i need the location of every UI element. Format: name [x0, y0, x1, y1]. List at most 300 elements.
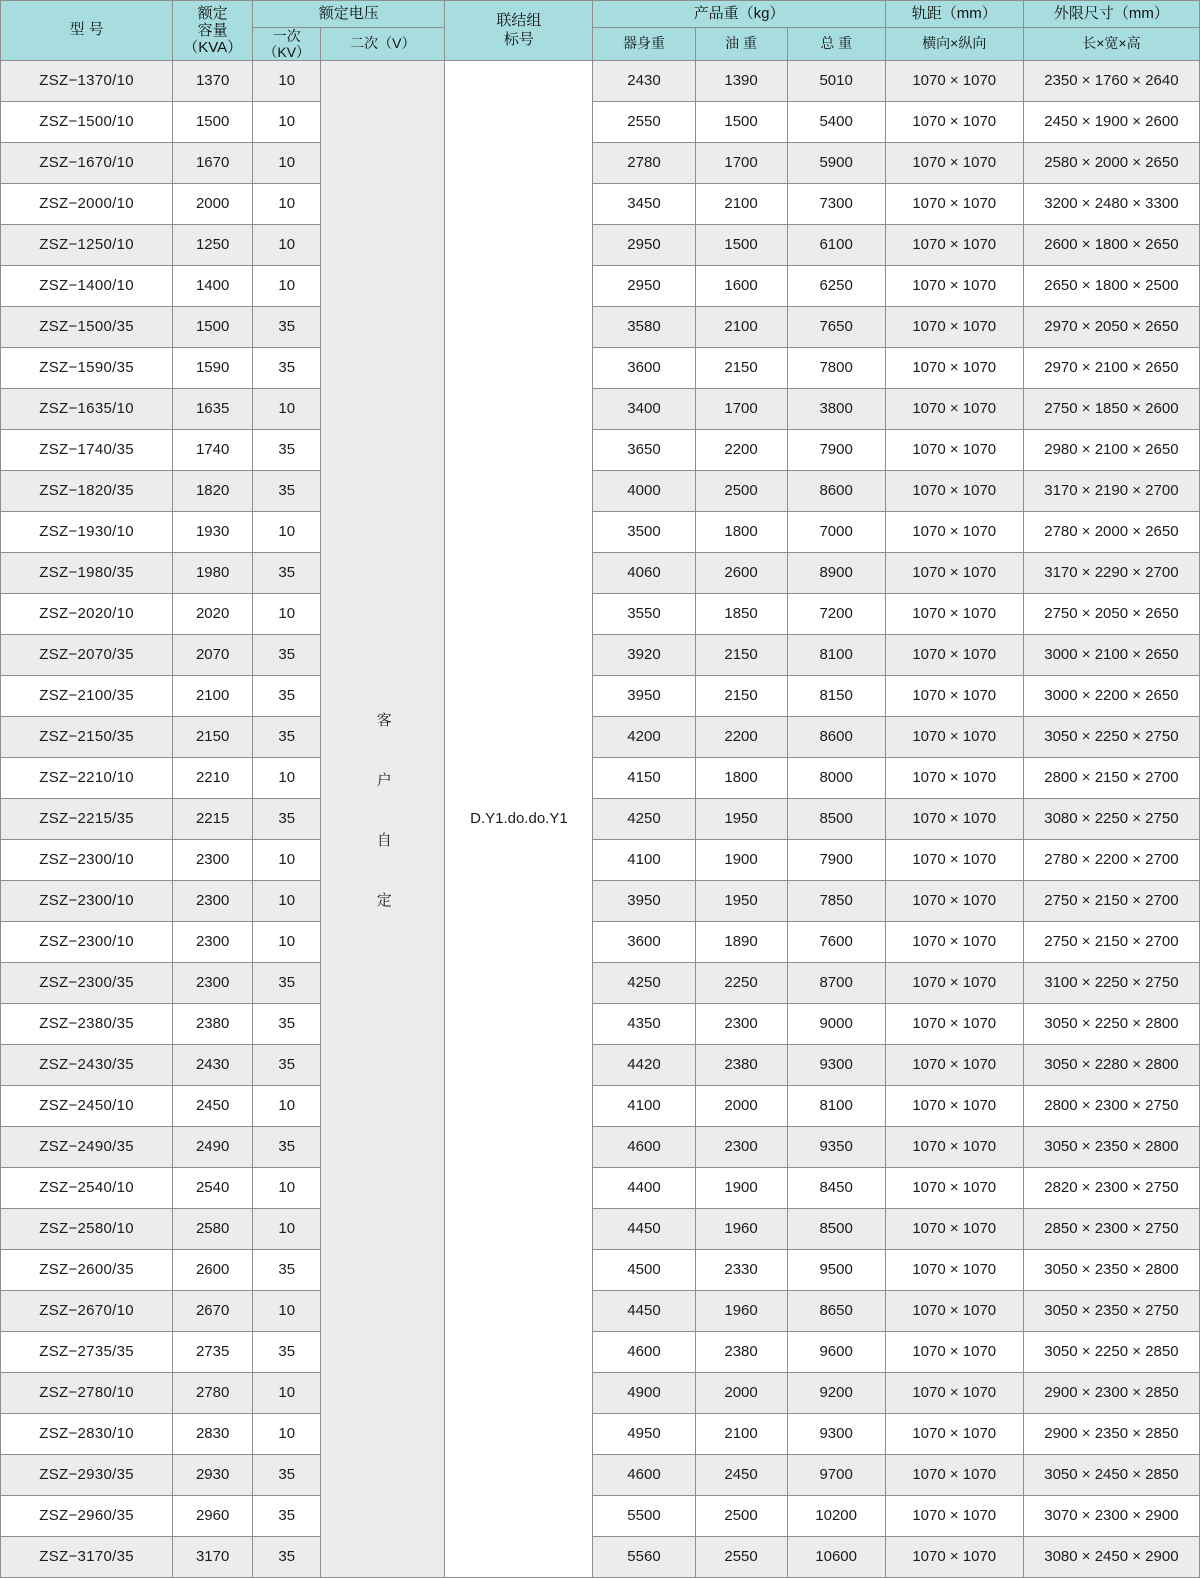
- cell-outer-dimensions: 3170 × 2190 × 2700: [1023, 471, 1199, 512]
- cell-model: ZSZ−2780/10: [1, 1373, 173, 1414]
- cell-outer-dimensions: 2800 × 2150 × 2700: [1023, 758, 1199, 799]
- cell-oil-weight: 2100: [695, 1414, 787, 1455]
- cell-model: ZSZ−2960/35: [1, 1496, 173, 1537]
- cell-outer-dimensions: 3050 × 2350 × 2750: [1023, 1291, 1199, 1332]
- cell-body-weight: 3580: [593, 307, 695, 348]
- cell-total-weight: 3800: [787, 389, 885, 430]
- cell-outer-dimensions: 2970 × 2100 × 2650: [1023, 348, 1199, 389]
- cell-body-weight: 4400: [593, 1168, 695, 1209]
- cell-capacity: 1500: [173, 307, 253, 348]
- cell-capacity: 2020: [173, 594, 253, 635]
- cell-oil-weight: 1890: [695, 922, 787, 963]
- cell-total-weight: 9300: [787, 1045, 885, 1086]
- cell-primary-voltage: 10: [253, 1373, 321, 1414]
- cell-model: ZSZ−1670/10: [1, 143, 173, 184]
- table-row: [1, 553, 1200, 594]
- cell-track: 1070 × 1070: [885, 430, 1023, 471]
- cell-capacity: 1400: [173, 266, 253, 307]
- cell-body-weight: 3400: [593, 389, 695, 430]
- cell-total-weight: 9700: [787, 1455, 885, 1496]
- cell-primary-voltage: 35: [253, 1045, 321, 1086]
- cell-track: 1070 × 1070: [885, 963, 1023, 1004]
- cell-body-weight: 3650: [593, 430, 695, 471]
- cell-outer-dimensions: 2780 × 2000 × 2650: [1023, 512, 1199, 553]
- cell-track: 1070 × 1070: [885, 1373, 1023, 1414]
- table-row: [1, 963, 1200, 1004]
- cell-track: 1070 × 1070: [885, 1332, 1023, 1373]
- cell-outer-dimensions: 3050 × 2280 × 2800: [1023, 1045, 1199, 1086]
- cell-capacity: 2380: [173, 1004, 253, 1045]
- cell-outer-dimensions: 3050 × 2250 × 2750: [1023, 717, 1199, 758]
- cell-primary-voltage: 35: [253, 799, 321, 840]
- cell-capacity: 2830: [173, 1414, 253, 1455]
- cell-outer-dimensions: 2750 × 1850 × 2600: [1023, 389, 1199, 430]
- table-row: [1, 389, 1200, 430]
- cell-body-weight: 4600: [593, 1332, 695, 1373]
- cell-track: 1070 × 1070: [885, 635, 1023, 676]
- cell-track: 1070 × 1070: [885, 758, 1023, 799]
- cell-oil-weight: 1950: [695, 881, 787, 922]
- table-row: [1, 1168, 1200, 1209]
- cell-body-weight: 5560: [593, 1537, 695, 1578]
- cell-oil-weight: 1500: [695, 225, 787, 266]
- cell-body-weight: 2780: [593, 143, 695, 184]
- cell-model: ZSZ−2070/35: [1, 635, 173, 676]
- table-row: [1, 922, 1200, 963]
- cell-total-weight: 10600: [787, 1537, 885, 1578]
- cell-outer-dimensions: 2800 × 2300 × 2750: [1023, 1086, 1199, 1127]
- cell-outer-dimensions: 2970 × 2050 × 2650: [1023, 307, 1199, 348]
- cell-oil-weight: 1800: [695, 758, 787, 799]
- table-row: [1, 881, 1200, 922]
- cell-track: 1070 × 1070: [885, 307, 1023, 348]
- cell-model: ZSZ−2300/10: [1, 922, 173, 963]
- cell-total-weight: 8500: [787, 799, 885, 840]
- cell-track: 1070 × 1070: [885, 717, 1023, 758]
- table-row: [1, 799, 1200, 840]
- cell-model: ZSZ−2490/35: [1, 1127, 173, 1168]
- table-row: [1, 1209, 1200, 1250]
- cell-model: ZSZ−1500/10: [1, 102, 173, 143]
- cell-primary-voltage: 10: [253, 922, 321, 963]
- cell-primary-voltage: 10: [253, 594, 321, 635]
- cell-oil-weight: 2150: [695, 635, 787, 676]
- cell-track: 1070 × 1070: [885, 1209, 1023, 1250]
- secondary-voltage-value: 客 户 自 定: [374, 711, 392, 921]
- cell-oil-weight: 2000: [695, 1373, 787, 1414]
- cell-total-weight: 8150: [787, 676, 885, 717]
- table-row: [1, 1004, 1200, 1045]
- cell-group-merged: D.Y1.do.do.Y1: [445, 61, 593, 1578]
- cell-outer-dimensions: 2980 × 2100 × 2650: [1023, 430, 1199, 471]
- table-row: [1, 840, 1200, 881]
- table-row: [1, 348, 1200, 389]
- cell-oil-weight: 2250: [695, 963, 787, 1004]
- cell-primary-voltage: 35: [253, 717, 321, 758]
- cell-model: ZSZ−1740/35: [1, 430, 173, 471]
- cell-oil-weight: 2380: [695, 1332, 787, 1373]
- cell-track: 1070 × 1070: [885, 1291, 1023, 1332]
- cell-track: 1070 × 1070: [885, 1455, 1023, 1496]
- header-body-weight: 器身重: [593, 28, 695, 61]
- cell-track: 1070 × 1070: [885, 225, 1023, 266]
- cell-total-weight: 7900: [787, 430, 885, 471]
- cell-oil-weight: 2330: [695, 1250, 787, 1291]
- header-primary-line1: 一次: [272, 28, 301, 44]
- cell-total-weight: 7200: [787, 594, 885, 635]
- cell-primary-voltage: 35: [253, 471, 321, 512]
- cell-total-weight: 7000: [787, 512, 885, 553]
- cell-model: ZSZ−1590/35: [1, 348, 173, 389]
- cell-model: ZSZ−1250/10: [1, 225, 173, 266]
- cell-primary-voltage: 35: [253, 553, 321, 594]
- cell-track: 1070 × 1070: [885, 840, 1023, 881]
- cell-total-weight: 9350: [787, 1127, 885, 1168]
- cell-model: ZSZ−2210/10: [1, 758, 173, 799]
- cell-body-weight: 4950: [593, 1414, 695, 1455]
- table-row: [1, 758, 1200, 799]
- cell-oil-weight: 2550: [695, 1537, 787, 1578]
- cell-capacity: 2580: [173, 1209, 253, 1250]
- cell-body-weight: 3950: [593, 676, 695, 717]
- cell-capacity: 2450: [173, 1086, 253, 1127]
- cell-track: 1070 × 1070: [885, 1045, 1023, 1086]
- cell-oil-weight: 1900: [695, 1168, 787, 1209]
- cell-secondary-voltage-merged: [321, 61, 445, 1578]
- header-outer-sub: 长×宽×高: [1023, 28, 1199, 61]
- header-group: [445, 1, 593, 61]
- cell-outer-dimensions: 2750 × 2150 × 2700: [1023, 922, 1199, 963]
- cell-model: ZSZ−2000/10: [1, 184, 173, 225]
- cell-capacity: 2735: [173, 1332, 253, 1373]
- cell-track: 1070 × 1070: [885, 102, 1023, 143]
- table-row: [1, 1373, 1200, 1414]
- cell-capacity: 1370: [173, 61, 253, 102]
- cell-primary-voltage: 35: [253, 1496, 321, 1537]
- cell-primary-voltage: 10: [253, 1414, 321, 1455]
- cell-primary-voltage: 10: [253, 512, 321, 553]
- cell-primary-voltage: 35: [253, 348, 321, 389]
- cell-outer-dimensions: 2780 × 2200 × 2700: [1023, 840, 1199, 881]
- cell-primary-voltage: 10: [253, 1209, 321, 1250]
- cell-body-weight: 4250: [593, 799, 695, 840]
- cell-total-weight: 7650: [787, 307, 885, 348]
- cell-outer-dimensions: 3080 × 2450 × 2900: [1023, 1537, 1199, 1578]
- header-capacity: [173, 1, 253, 61]
- table-row: [1, 471, 1200, 512]
- cell-oil-weight: 1960: [695, 1291, 787, 1332]
- cell-body-weight: 4600: [593, 1127, 695, 1168]
- header-weight: 产品重（kg）: [593, 1, 885, 28]
- cell-primary-voltage: 35: [253, 307, 321, 348]
- cell-track: 1070 × 1070: [885, 1086, 1023, 1127]
- cell-total-weight: 8100: [787, 635, 885, 676]
- cell-track: 1070 × 1070: [885, 184, 1023, 225]
- cell-capacity: 1980: [173, 553, 253, 594]
- cell-track: 1070 × 1070: [885, 594, 1023, 635]
- cell-primary-voltage: 10: [253, 881, 321, 922]
- cell-total-weight: 9000: [787, 1004, 885, 1045]
- cell-model: ZSZ−1500/35: [1, 307, 173, 348]
- cell-oil-weight: 2600: [695, 553, 787, 594]
- cell-total-weight: 10200: [787, 1496, 885, 1537]
- cell-total-weight: 8100: [787, 1086, 885, 1127]
- cell-outer-dimensions: 2450 × 1900 × 2600: [1023, 102, 1199, 143]
- cell-primary-voltage: 10: [253, 840, 321, 881]
- cell-track: 1070 × 1070: [885, 1537, 1023, 1578]
- cell-model: ZSZ−1930/10: [1, 512, 173, 553]
- cell-total-weight: 8650: [787, 1291, 885, 1332]
- cell-outer-dimensions: 3200 × 2480 × 3300: [1023, 184, 1199, 225]
- header-track-sub: 横向×纵向: [885, 28, 1023, 61]
- cell-total-weight: 9600: [787, 1332, 885, 1373]
- cell-total-weight: 6250: [787, 266, 885, 307]
- cell-total-weight: 5900: [787, 143, 885, 184]
- cell-outer-dimensions: 2600 × 1800 × 2650: [1023, 225, 1199, 266]
- cell-total-weight: 8450: [787, 1168, 885, 1209]
- cell-primary-voltage: 10: [253, 61, 321, 102]
- header-track: 轨距（mm）: [885, 1, 1023, 28]
- cell-oil-weight: 1960: [695, 1209, 787, 1250]
- cell-oil-weight: 1700: [695, 389, 787, 430]
- cell-model: ZSZ−1635/10: [1, 389, 173, 430]
- header-capacity-line2: 容量: [197, 21, 228, 39]
- cell-oil-weight: 1950: [695, 799, 787, 840]
- cell-oil-weight: 2150: [695, 348, 787, 389]
- cell-body-weight: 4150: [593, 758, 695, 799]
- table-row: [1, 307, 1200, 348]
- cell-total-weight: 5400: [787, 102, 885, 143]
- cell-body-weight: 3600: [593, 922, 695, 963]
- cell-capacity: 1670: [173, 143, 253, 184]
- cell-outer-dimensions: 2580 × 2000 × 2650: [1023, 143, 1199, 184]
- cell-track: 1070 × 1070: [885, 389, 1023, 430]
- cell-model: ZSZ−2540/10: [1, 1168, 173, 1209]
- cell-model: ZSZ−2380/35: [1, 1004, 173, 1045]
- cell-track: 1070 × 1070: [885, 1496, 1023, 1537]
- cell-capacity: 1250: [173, 225, 253, 266]
- cell-model: ZSZ−2100/35: [1, 676, 173, 717]
- header-capacity-line3: （KVA）: [183, 39, 243, 57]
- table-row: [1, 1250, 1200, 1291]
- cell-body-weight: 3550: [593, 594, 695, 635]
- cell-outer-dimensions: 2650 × 1800 × 2500: [1023, 266, 1199, 307]
- cell-capacity: 2215: [173, 799, 253, 840]
- header-total-weight: 总 重: [787, 28, 885, 61]
- table-row: [1, 225, 1200, 266]
- cell-model: ZSZ−1820/35: [1, 471, 173, 512]
- cell-total-weight: 6100: [787, 225, 885, 266]
- cell-total-weight: 9200: [787, 1373, 885, 1414]
- cell-oil-weight: 1500: [695, 102, 787, 143]
- table-row: [1, 1291, 1200, 1332]
- cell-total-weight: 8700: [787, 963, 885, 1004]
- cell-body-weight: 2950: [593, 266, 695, 307]
- cell-track: 1070 × 1070: [885, 1168, 1023, 1209]
- cell-primary-voltage: 35: [253, 1004, 321, 1045]
- cell-outer-dimensions: 2750 × 2050 × 2650: [1023, 594, 1199, 635]
- table-row: [1, 1127, 1200, 1168]
- cell-oil-weight: 2450: [695, 1455, 787, 1496]
- header-primary-voltage: [253, 28, 321, 61]
- table-row: [1, 184, 1200, 225]
- cell-capacity: 2000: [173, 184, 253, 225]
- cell-model: ZSZ−2735/35: [1, 1332, 173, 1373]
- cell-body-weight: 2950: [593, 225, 695, 266]
- table-row: [1, 1332, 1200, 1373]
- cell-outer-dimensions: 3000 × 2100 × 2650: [1023, 635, 1199, 676]
- cell-primary-voltage: 35: [253, 1250, 321, 1291]
- cell-outer-dimensions: 3050 × 2350 × 2800: [1023, 1127, 1199, 1168]
- cell-oil-weight: 1900: [695, 840, 787, 881]
- header-group-line1: 联结组: [496, 11, 542, 29]
- cell-capacity: 2070: [173, 635, 253, 676]
- cell-total-weight: 8600: [787, 471, 885, 512]
- cell-track: 1070 × 1070: [885, 553, 1023, 594]
- cell-primary-voltage: 10: [253, 1086, 321, 1127]
- cell-body-weight: 4100: [593, 1086, 695, 1127]
- cell-outer-dimensions: 2820 × 2300 × 2750: [1023, 1168, 1199, 1209]
- cell-model: ZSZ−2450/10: [1, 1086, 173, 1127]
- cell-primary-voltage: 35: [253, 430, 321, 471]
- cell-capacity: 1930: [173, 512, 253, 553]
- cell-track: 1070 × 1070: [885, 1127, 1023, 1168]
- cell-outer-dimensions: 2900 × 2300 × 2850: [1023, 1373, 1199, 1414]
- cell-primary-voltage: 10: [253, 225, 321, 266]
- header-group-line2: 标号: [503, 30, 534, 48]
- cell-outer-dimensions: 2350 × 1760 × 2640: [1023, 61, 1199, 102]
- cell-body-weight: 4450: [593, 1209, 695, 1250]
- cell-oil-weight: 1800: [695, 512, 787, 553]
- table-row: [1, 1455, 1200, 1496]
- cell-oil-weight: 2380: [695, 1045, 787, 1086]
- cell-primary-voltage: 35: [253, 676, 321, 717]
- table-row: [1, 430, 1200, 471]
- cell-oil-weight: 2100: [695, 307, 787, 348]
- cell-track: 1070 × 1070: [885, 881, 1023, 922]
- cell-total-weight: 8500: [787, 1209, 885, 1250]
- table-row: [1, 143, 1200, 184]
- cell-primary-voltage: 10: [253, 102, 321, 143]
- cell-oil-weight: 2200: [695, 430, 787, 471]
- cell-primary-voltage: 10: [253, 143, 321, 184]
- cell-track: 1070 × 1070: [885, 348, 1023, 389]
- cell-primary-voltage: 10: [253, 389, 321, 430]
- cell-body-weight: 2430: [593, 61, 695, 102]
- cell-primary-voltage: 35: [253, 1537, 321, 1578]
- cell-track: 1070 × 1070: [885, 676, 1023, 717]
- table-row: [1, 512, 1200, 553]
- cell-capacity: 2300: [173, 922, 253, 963]
- cell-total-weight: 7600: [787, 922, 885, 963]
- header-model: 型 号: [1, 1, 173, 61]
- cell-body-weight: 4350: [593, 1004, 695, 1045]
- cell-primary-voltage: 35: [253, 1332, 321, 1373]
- cell-body-weight: 4900: [593, 1373, 695, 1414]
- cell-capacity: 1740: [173, 430, 253, 471]
- cell-body-weight: 4200: [593, 717, 695, 758]
- cell-oil-weight: 2100: [695, 184, 787, 225]
- cell-primary-voltage: 35: [253, 635, 321, 676]
- cell-outer-dimensions: 3170 × 2290 × 2700: [1023, 553, 1199, 594]
- cell-outer-dimensions: 3050 × 2250 × 2850: [1023, 1332, 1199, 1373]
- cell-oil-weight: 2500: [695, 471, 787, 512]
- cell-model: ZSZ−2600/35: [1, 1250, 173, 1291]
- cell-capacity: 2210: [173, 758, 253, 799]
- cell-total-weight: 8900: [787, 553, 885, 594]
- table-row: [1, 102, 1200, 143]
- cell-primary-voltage: 10: [253, 758, 321, 799]
- cell-outer-dimensions: 3070 × 2300 × 2900: [1023, 1496, 1199, 1537]
- cell-capacity: 1500: [173, 102, 253, 143]
- table-row: [1, 1086, 1200, 1127]
- table-row: [1, 61, 1200, 102]
- cell-oil-weight: 2500: [695, 1496, 787, 1537]
- cell-capacity: 2300: [173, 881, 253, 922]
- header-rated-voltage: 额定电压: [253, 1, 445, 28]
- cell-oil-weight: 1850: [695, 594, 787, 635]
- table-row: [1, 676, 1200, 717]
- cell-body-weight: 3500: [593, 512, 695, 553]
- cell-body-weight: 4600: [593, 1455, 695, 1496]
- cell-capacity: 2540: [173, 1168, 253, 1209]
- cell-capacity: 1635: [173, 389, 253, 430]
- cell-oil-weight: 1600: [695, 266, 787, 307]
- cell-model: ZSZ−2150/35: [1, 717, 173, 758]
- table-row: [1, 1537, 1200, 1578]
- cell-body-weight: 4450: [593, 1291, 695, 1332]
- cell-total-weight: 9300: [787, 1414, 885, 1455]
- cell-outer-dimensions: 3100 × 2250 × 2750: [1023, 963, 1199, 1004]
- cell-primary-voltage: 10: [253, 1168, 321, 1209]
- cell-body-weight: 3950: [593, 881, 695, 922]
- cell-outer-dimensions: 3080 × 2250 × 2750: [1023, 799, 1199, 840]
- cell-model: ZSZ−2830/10: [1, 1414, 173, 1455]
- cell-body-weight: 4250: [593, 963, 695, 1004]
- header-outer: 外限尺寸（mm）: [1023, 1, 1199, 28]
- cell-capacity: 2100: [173, 676, 253, 717]
- cell-total-weight: 8600: [787, 717, 885, 758]
- cell-oil-weight: 2200: [695, 717, 787, 758]
- cell-primary-voltage: 35: [253, 1127, 321, 1168]
- cell-capacity: 2670: [173, 1291, 253, 1332]
- cell-oil-weight: 1700: [695, 143, 787, 184]
- cell-total-weight: 5010: [787, 61, 885, 102]
- cell-capacity: 2930: [173, 1455, 253, 1496]
- cell-oil-weight: 2300: [695, 1004, 787, 1045]
- cell-model: ZSZ−3170/35: [1, 1537, 173, 1578]
- cell-model: ZSZ−2020/10: [1, 594, 173, 635]
- table-row: [1, 635, 1200, 676]
- cell-outer-dimensions: 2750 × 2150 × 2700: [1023, 881, 1199, 922]
- table-row: [1, 1045, 1200, 1086]
- cell-model: ZSZ−2300/35: [1, 963, 173, 1004]
- cell-total-weight: 7300: [787, 184, 885, 225]
- header-secondary-voltage: 二次（V）: [321, 28, 445, 61]
- cell-track: 1070 × 1070: [885, 266, 1023, 307]
- cell-model: ZSZ−2580/10: [1, 1209, 173, 1250]
- cell-outer-dimensions: 3050 × 2450 × 2850: [1023, 1455, 1199, 1496]
- cell-primary-voltage: 35: [253, 963, 321, 1004]
- cell-body-weight: 4060: [593, 553, 695, 594]
- cell-track: 1070 × 1070: [885, 512, 1023, 553]
- cell-model: ZSZ−2300/10: [1, 881, 173, 922]
- cell-body-weight: 4420: [593, 1045, 695, 1086]
- cell-track: 1070 × 1070: [885, 1004, 1023, 1045]
- cell-capacity: 2150: [173, 717, 253, 758]
- cell-total-weight: 8000: [787, 758, 885, 799]
- cell-capacity: 1820: [173, 471, 253, 512]
